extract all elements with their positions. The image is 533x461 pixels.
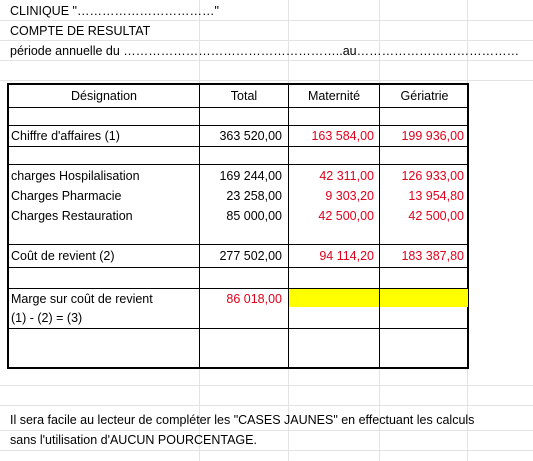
col-header-designation: Désignation xyxy=(70,89,137,103)
footer-note-line1: Il sera facile au lecteur de compléter les "CASES JAUNES" en effectuant les calculs xyxy=(10,413,475,427)
cell-hosp-total: 169 244,00 xyxy=(219,169,282,183)
cell-ca-maternite: 163 584,00 xyxy=(311,129,374,143)
cell-cout-maternite: 94 114,20 xyxy=(319,249,374,263)
col-header-geriatrie: Gériatrie xyxy=(400,89,449,103)
cell-cout-total: 277 502,00 xyxy=(219,249,282,263)
cell-rest-maternite: 42 500,00 xyxy=(318,209,374,223)
row-label-hospitalisation: charges Hospilalisation xyxy=(11,169,140,183)
row-label-cout-revient: Coût de revient (2) xyxy=(11,249,115,263)
cell-hosp-geriatrie: 126 933,00 xyxy=(401,169,464,183)
cell-ca-total: 363 520,00 xyxy=(219,129,282,143)
footer-note-line2: sans l'utilisation d'AUCUN POURCENTAGE. xyxy=(10,433,257,447)
clinic-title: CLINIQUE "……………………………" xyxy=(10,4,219,18)
col-header-maternite: Maternité xyxy=(307,89,361,103)
col-header-total: Total xyxy=(230,89,258,103)
cell-pharm-maternite: 9 303,20 xyxy=(325,189,374,203)
row-label-marge: Marge sur coût de revient xyxy=(11,292,153,306)
row-label-chiffre-affaires: Chiffre d'affaires (1) xyxy=(11,129,120,143)
yellow-cell-marge-geriatrie[interactable] xyxy=(380,289,468,307)
cell-ca-geriatrie: 199 936,00 xyxy=(401,129,464,143)
yellow-cell-marge-maternite[interactable] xyxy=(289,289,379,307)
cell-rest-total: 85 000,00 xyxy=(226,209,282,223)
row-label-marge-formula: (1) - (2) = (3) xyxy=(11,311,83,325)
cell-pharm-total: 23 258,00 xyxy=(226,189,282,203)
income-statement-table xyxy=(7,83,469,369)
period-line: période annuelle du ……………………………………………..au………………………………… xyxy=(10,44,520,58)
cell-hosp-maternite: 42 311,00 xyxy=(319,169,374,183)
cell-rest-geriatrie: 42 500,00 xyxy=(408,209,464,223)
cell-cout-geriatrie: 183 387,80 xyxy=(401,249,464,263)
cell-marge-total: 86 018,00 xyxy=(226,292,282,306)
row-label-restauration: Charges Restauration xyxy=(11,209,133,223)
cell-pharm-geriatrie: 13 954,80 xyxy=(408,189,464,203)
report-title: COMPTE DE RESULTAT xyxy=(10,24,151,38)
row-label-pharmacie: Charges Pharmacie xyxy=(11,189,122,203)
